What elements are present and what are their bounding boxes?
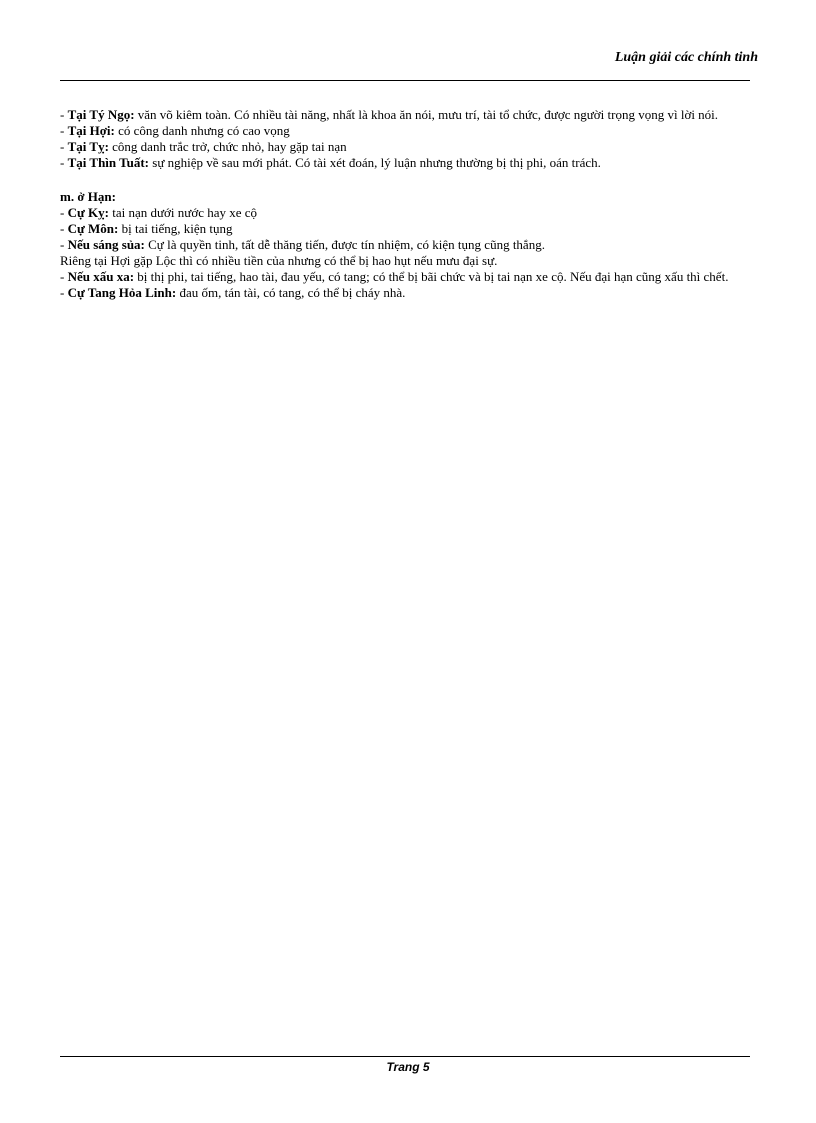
header-rule — [60, 80, 750, 81]
page-number: Trang 5 — [386, 1060, 430, 1074]
list-item: - Cự Kỵ: tai nạn dưới nước hay xe cộ — [60, 205, 258, 220]
item-label: Tại Hợi: — [67, 123, 115, 138]
item-label: Cự Kỵ: — [67, 205, 109, 220]
note-paragraph: Riêng tại Hợi gặp Lộc thì có nhiều tiền của nhưng có thể bị hao hụt nếu mưu đại sự. — [60, 253, 498, 268]
page-header-title: Luận giải các chính tinh — [614, 50, 758, 65]
item-text: công danh trắc trở, chức nhỏ, hay gặp tai nạn — [108, 139, 347, 154]
item-text: có công danh nhưng có cao vọng — [114, 123, 290, 138]
footer-rule — [60, 1056, 750, 1057]
list-item: - Tại Thìn Tuất: sự nghiệp về sau mới phát. Có tài xét đoán, lý luận nhưng thường bị thị phi, oán trách. — [60, 155, 601, 170]
item-label: Nếu sáng sủa: — [67, 237, 145, 252]
list-item: - Tại Tỵ: công danh trắc trở, chức nhỏ, hay gặp tai nạn — [60, 139, 347, 154]
item-text: tai nạn dưới nước hay xe cộ — [108, 205, 258, 220]
spacer — [60, 171, 758, 189]
item-label: Tại Thìn Tuất: — [67, 155, 150, 170]
item-text: sự nghiệp về sau mới phát. Có tài xét đoán, lý luận nhưng thường bị thị phi, oán trách. — [149, 155, 601, 170]
page-content — [60, 107, 758, 301]
list-item: - Tại Hợi: có công danh nhưng có cao vọng — [60, 123, 290, 138]
list-item: - Cự Tang Hỏa Linh: đau ốm, tán tài, có tang, có thể bị cháy nhà. — [60, 285, 406, 300]
item-text: đau ốm, tán tài, có tang, có thể bị cháy nhà. — [176, 285, 406, 300]
item-label: Tại Tý Ngọ: — [67, 107, 135, 122]
list-item: - Tại Tý Ngọ: văn võ kiêm toàn. Có nhiều tài năng, nhất là khoa ăn nói, mưu trí, tài tổ chức, được người trọng vọng vì lời nói. — [60, 107, 719, 122]
item-label: Nếu xấu xa: — [67, 269, 135, 284]
item-text: văn võ kiêm toàn. Có nhiều tài năng, nhất là khoa ăn nói, mưu trí, tài tổ chức, được người trọng vọng vì lời nói. — [134, 107, 719, 122]
item-text: Cự là quyền tinh, tất dễ thăng tiến, được tín nhiệm, có kiện tụng cũng thắng. — [144, 237, 545, 252]
item-label: Cự Môn: — [67, 221, 119, 236]
item-label: Tại Tỵ: — [67, 139, 109, 154]
item-text: bị thị phi, tai tiếng, hao tài, đau yếu, có tang; có thể bị bãi chức và bị tai nạn xe cộ. Nếu đại hạn cũng xấu thì chết. — [134, 269, 729, 284]
list-item: - Cự Môn: bị tai tiếng, kiện tụng — [60, 221, 233, 236]
item-label: Cự Tang Hỏa Linh: — [67, 285, 177, 300]
item-text: bị tai tiếng, kiện tụng — [118, 221, 233, 236]
section-heading: m. ở Hạn: — [60, 189, 116, 204]
list-item: - Nếu sáng sủa: Cự là quyền tinh, tất dễ thăng tiến, được tín nhiệm, có kiện tụng cũng thắng. — [60, 237, 545, 252]
list-item: - Nếu xấu xa: bị thị phi, tai tiếng, hao tài, đau yếu, có tang; có thể bị bãi chức và bị tai nạn xe cộ. Nếu đại hạn cũng xấu thì chết. — [60, 269, 729, 284]
